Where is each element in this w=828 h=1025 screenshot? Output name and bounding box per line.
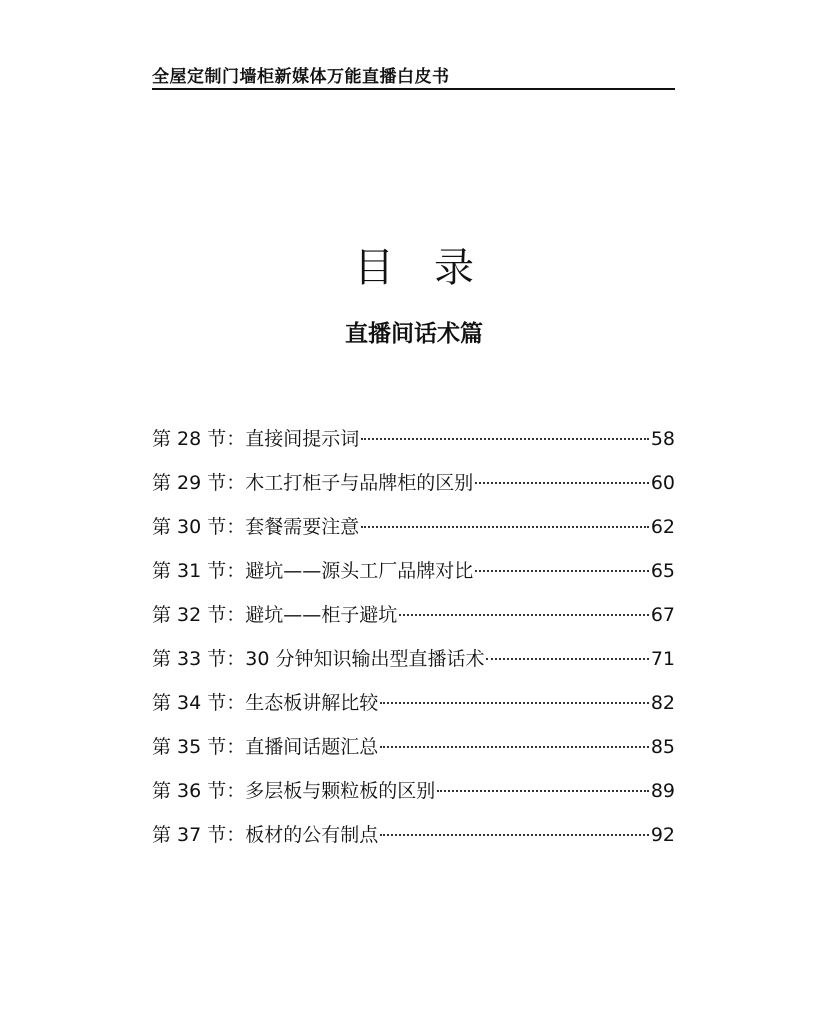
toc-section-number: 第 36 节：	[152, 780, 246, 802]
dot-leader	[475, 482, 649, 484]
toc-page-number: 62	[650, 516, 675, 538]
toc-section-number: 第 35 节：	[152, 736, 246, 758]
toc-item[interactable]	[152, 509, 675, 553]
dot-leader	[361, 438, 649, 440]
toc-item[interactable]	[152, 597, 675, 641]
toc-item[interactable]	[152, 817, 675, 861]
toc-title: 30 分钟知识输出型直播话术	[245, 648, 485, 670]
toc-title: 直接间提示词	[245, 428, 360, 450]
toc-item[interactable]	[152, 773, 675, 817]
dot-leader	[380, 746, 649, 748]
toc-title: 套餐需要注意	[245, 516, 360, 538]
toc-item[interactable]	[152, 465, 675, 509]
dot-leader	[399, 614, 649, 616]
toc-title: 木工打柜子与品牌柜的区别	[245, 472, 474, 494]
toc-item[interactable]	[152, 685, 675, 729]
toc-item[interactable]	[152, 421, 675, 465]
toc-section-number: 第 34 节：	[152, 692, 246, 714]
toc-page-number: 67	[650, 604, 675, 626]
toc-section-number: 第 29 节：	[152, 472, 246, 494]
toc-section-number: 第 33 节：	[152, 648, 246, 670]
dot-leader	[475, 570, 649, 572]
toc-section-number: 第 30 节：	[152, 516, 246, 538]
toc-section-number: 第 32 节：	[152, 604, 246, 626]
toc-page-number: 65	[650, 560, 675, 582]
page-title: 目 录	[354, 245, 474, 291]
toc-page-number: 85	[650, 736, 675, 758]
dot-leader	[380, 702, 649, 704]
toc-title: 多层板与颗粒板的区别	[245, 780, 436, 802]
toc-page-number: 92	[650, 824, 675, 846]
dot-leader	[437, 790, 649, 792]
toc-page-number: 89	[650, 780, 675, 802]
toc-item[interactable]	[152, 729, 675, 773]
toc-page-number: 60	[650, 472, 675, 494]
dot-leader	[486, 658, 648, 660]
toc-section-number: 第 37 节：	[152, 824, 246, 846]
toc-section-number: 第 28 节：	[152, 428, 246, 450]
toc-section-number: 第 31 节：	[152, 560, 246, 582]
toc-title: 避坑——柜子避坑	[245, 604, 398, 626]
toc-title: 生态板讲解比较	[245, 692, 379, 714]
header-title: 全屋定制门墙柜新媒体万能直播白皮书	[152, 67, 450, 87]
toc-title: 板材的公有制点	[245, 824, 379, 846]
table-of-contents	[152, 421, 675, 861]
dot-leader	[380, 834, 649, 836]
toc-item[interactable]	[152, 553, 675, 597]
toc-page-number: 58	[650, 428, 675, 450]
page-header	[152, 60, 675, 90]
toc-title: 避坑——源头工厂品牌对比	[245, 560, 474, 582]
section-title: 直播间话术篇	[345, 321, 483, 347]
toc-page-number: 82	[650, 692, 675, 714]
dot-leader	[361, 526, 649, 528]
toc-page-number: 71	[650, 648, 675, 670]
toc-item[interactable]	[152, 641, 675, 685]
toc-title: 直播间话题汇总	[245, 736, 379, 758]
